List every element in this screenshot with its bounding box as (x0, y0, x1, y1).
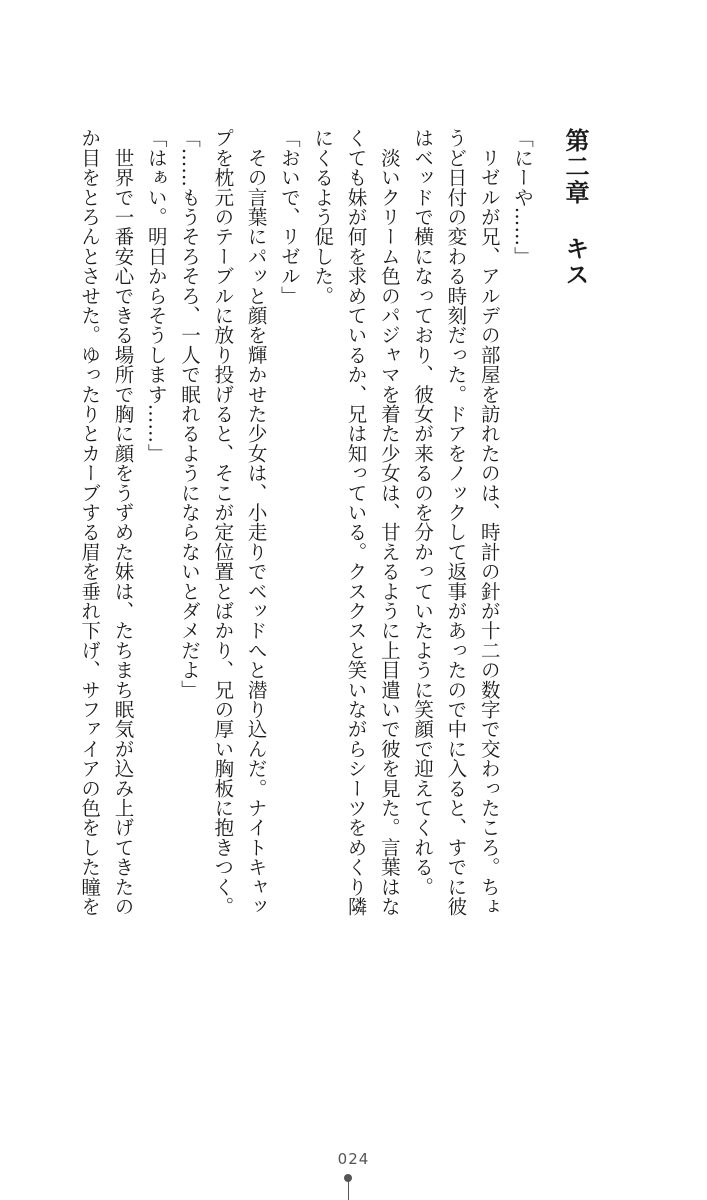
text-line: はベッドで横になっており、彼女が来るのを分かっていたように笑顔で迎えてくれる。 (411, 128, 435, 897)
text-line: 「……もうそろそろ、一人で眠れるようにならないとダメだよ」 (178, 128, 202, 700)
page-marker-icon (342, 1174, 354, 1200)
text-line: 「おいで、リゼル」 (277, 128, 301, 306)
text-line: 世界で一番安心できる場所で胸に顔をうずめた妹は、たちまち眠気が込み上げてきたの (111, 128, 135, 917)
text-line: リゼルが兄、アルデの部屋を訪れたのは、時計の針が十二の数字で交わったころ。ちょ (477, 128, 501, 916)
text-line: くても妹が何を求めているか、兄は知っている。クスクスと笑いながらシーツをめくり隣 (344, 128, 368, 916)
text-line: にくるよう促した。 (311, 128, 335, 306)
page-number: 024 (337, 1150, 370, 1168)
text-line: うど日付の変わる時刻だった。ドアをノックして返事があったので中に入ると、すでに彼 (444, 128, 468, 916)
chapter-number: 第二章 (561, 128, 589, 206)
chapter-title: キス (561, 236, 589, 288)
text-line: その言葉にパッと顔を輝かせた少女は、小走りでベッドへと潜り込んだ。ナイトキャッ (244, 128, 268, 916)
text-line: か目をとろんとさせた。ゆったりとカーブする眉を垂れ下げ、サファイアの色をした瞳を (78, 128, 102, 916)
text-line: プを枕元のテーブルに放り投げると、そこが定位置とばかり、兄の厚い胸板に抱きつく。 (211, 128, 235, 916)
text-line: 淡いクリーム色のパジャマを着た少女は、甘えるように上目遣いで彼を見た。言葉はな (377, 128, 401, 916)
chapter-heading (563, 128, 587, 288)
body-text (73, 128, 539, 988)
text-line: 「はぁい。明日からそうします……」 (144, 128, 168, 463)
text-line: 「にーや……」 (511, 128, 534, 266)
